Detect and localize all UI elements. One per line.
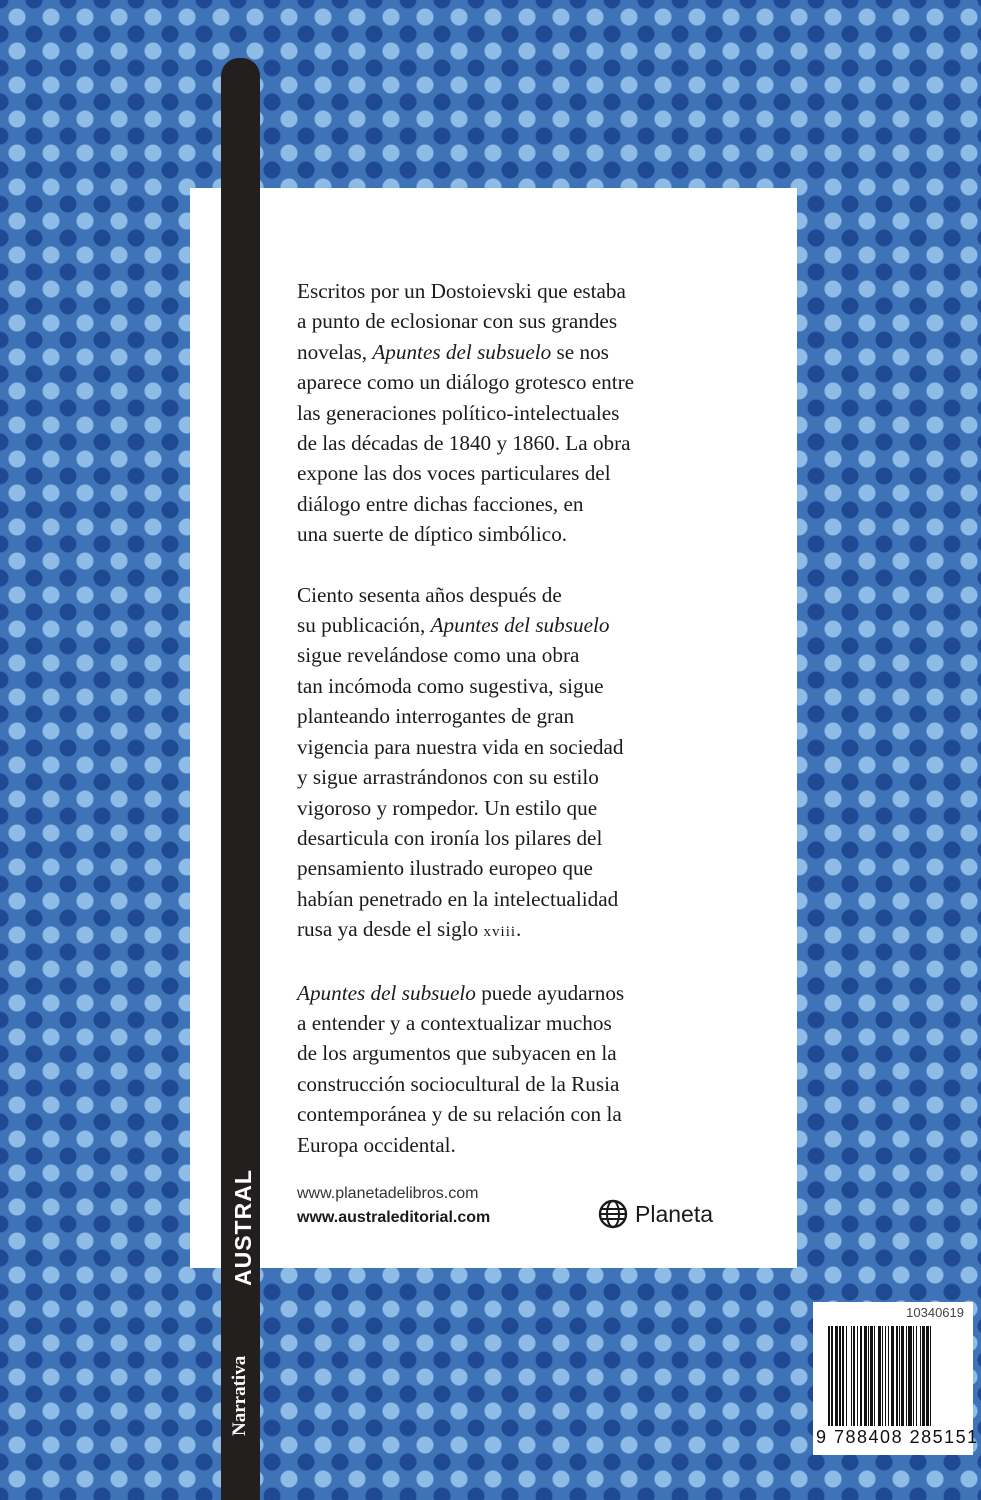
blurb-line: de las décadas de 1840 y 1860. La obra	[297, 431, 631, 456]
blurb-line: planteando interrogantes de gran	[297, 704, 575, 729]
isbn-digits: 9 788408 285151	[816, 1427, 979, 1447]
blurb-line: contemporánea y de su relación con la	[297, 1102, 622, 1127]
blurb-line: Ciento sesenta años después de	[297, 582, 562, 607]
blurb-line: pensamiento ilustrado europeo que	[297, 856, 593, 881]
blurb-line	[297, 610, 757, 640]
barcode-gap	[931, 1326, 933, 1426]
blurb-line: a punto de eclosionar con sus grandes	[297, 309, 618, 334]
back-cover-panel	[190, 188, 797, 1268]
blurb-line: Escritos por un Dostoievski que estaba	[297, 279, 626, 303]
blurb-text-run: novelas,	[297, 339, 373, 364]
globe-icon	[598, 1199, 628, 1229]
blurb-paragraph-3	[297, 978, 757, 1160]
blurb-line: las generaciones político-intelectuales	[297, 400, 620, 425]
blurb-line: construcción sociocultural de la Rusia	[297, 1071, 620, 1096]
blurb-line: habían penetrado en la intelectualidad	[297, 886, 619, 911]
spine-brand-label: AUSTRAL	[230, 1169, 256, 1286]
barcode-bars	[828, 1326, 965, 1426]
blurb-line	[297, 978, 757, 1008]
book-title-italic: Apuntes del subsuelo	[297, 980, 476, 1005]
blurb-text-run: .	[516, 917, 522, 942]
blurb-line: desarticula con ironía los pilares del	[297, 825, 603, 850]
barcode-product-code: 10340619	[906, 1305, 964, 1320]
blurb-text-run: rusa ya desde el siglo	[297, 917, 484, 942]
blurb-paragraph-1	[297, 276, 757, 550]
blurb-line	[297, 337, 757, 367]
publisher-urls	[297, 1182, 490, 1230]
blurb-line: vigoroso y rompedor. Un estilo que	[297, 795, 598, 820]
blurb-line: Europa occidental.	[297, 1132, 456, 1157]
roman-numeral-smallcaps: xviii	[483, 924, 517, 941]
planeta-logo	[598, 1199, 713, 1229]
blurb-line	[297, 914, 757, 947]
book-title-italic: Apuntes del subsuelo	[372, 339, 552, 364]
blurb-text-run: puede ayudarnos	[475, 980, 625, 1005]
planeta-wordmark: Planeta	[635, 1200, 714, 1227]
blurb-line: diálogo entre dichas facciones, en	[297, 491, 584, 516]
blurb-line: a entender y a contextualizar muchos	[297, 1010, 612, 1035]
blurb-line: de los argumentos que subyacen en la	[297, 1041, 617, 1066]
blurb-line: una suerte de díptico simbólico.	[297, 522, 568, 547]
blurb-text-run: su publicación,	[297, 613, 431, 638]
blurb-line: tan incómoda como sugestiva, sigue	[297, 673, 604, 698]
spine-genre-label: Narrativa	[229, 1355, 250, 1436]
blurb-line: sigue revelándose como una obra	[297, 643, 580, 668]
book-spine	[221, 58, 260, 1500]
blurb-line: y sigue arrastrándonos con su estilo	[297, 765, 599, 790]
blurb-text-run: se nos	[551, 339, 609, 364]
blurb-text	[297, 276, 757, 1190]
australeditorial-url: www.australeditorial.com	[297, 1209, 491, 1226]
barcode-area	[813, 1302, 979, 1455]
blurb-line: expone las dos voces particulares del	[297, 461, 611, 486]
planetadelibros-url: www.planetadelibros.com	[297, 1185, 479, 1202]
blurb-paragraph-2	[297, 580, 757, 948]
blurb-line: vigencia para nuestra vida en sociedad	[297, 734, 624, 759]
blurb-line: aparece como un diálogo grotesco entre	[297, 370, 635, 395]
book-title-italic: Apuntes del subsuelo	[430, 613, 610, 638]
